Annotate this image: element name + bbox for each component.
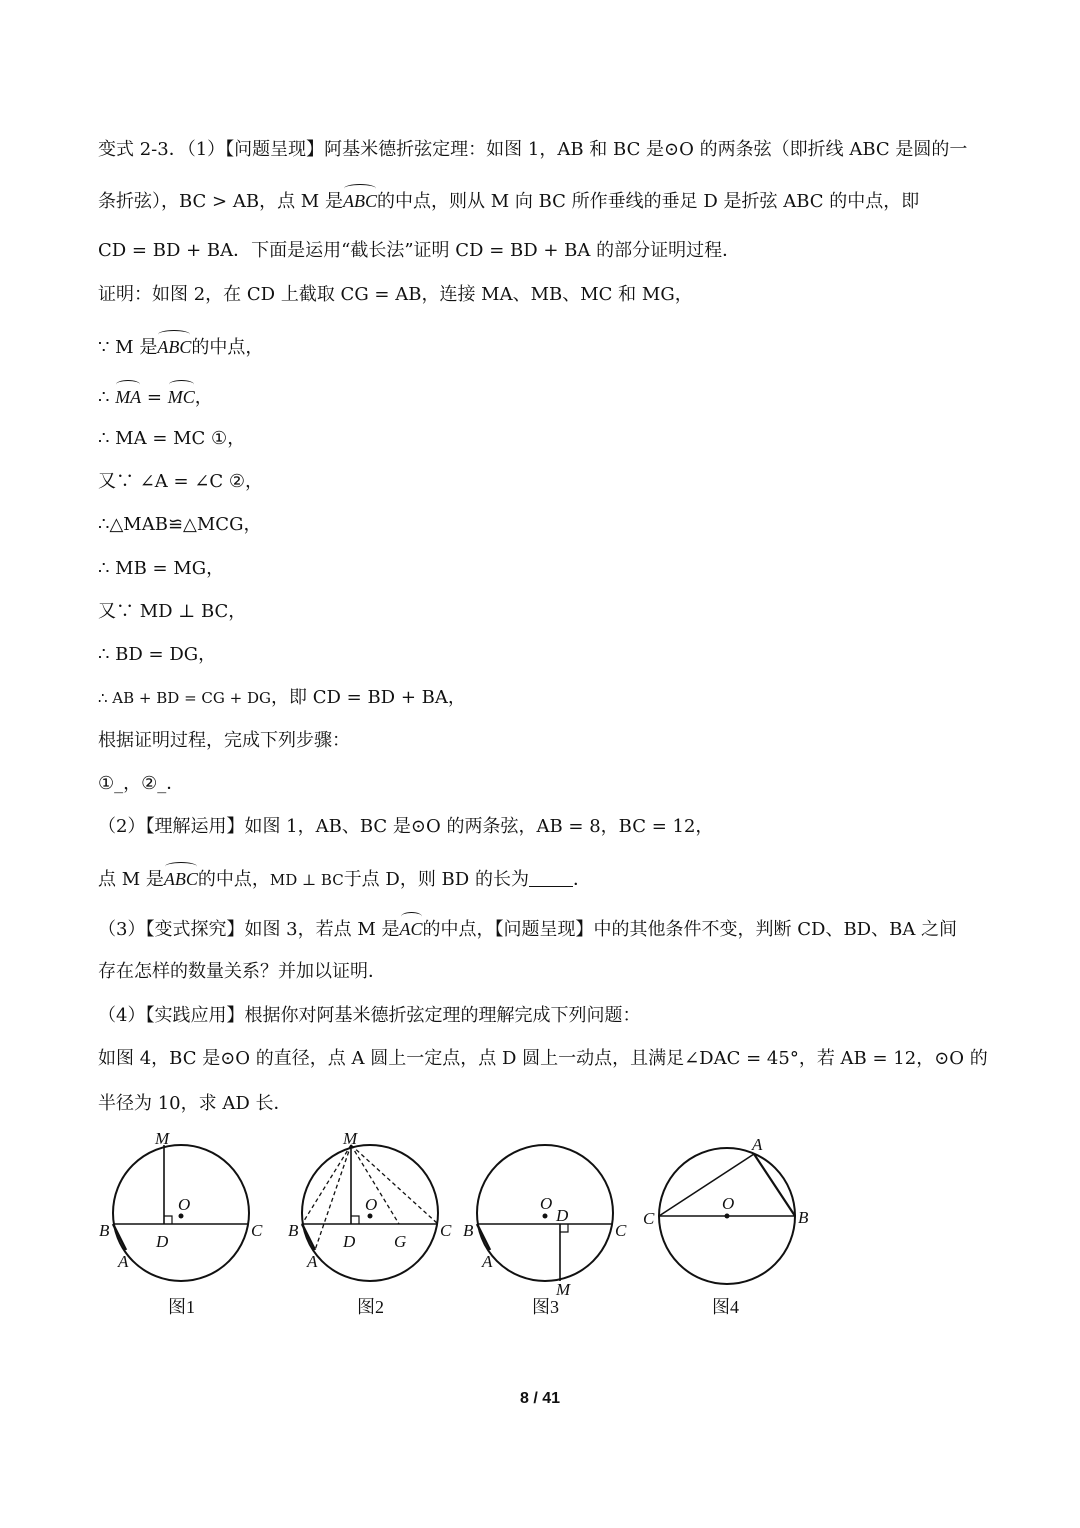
arc-abc: ABC: [157, 337, 192, 357]
text: ∴ AB + BD = CG + DG: [98, 689, 271, 707]
page-number: 8 / 41: [519, 1390, 561, 1407]
part-3-line-1: [98, 917, 957, 942]
text: =: [141, 387, 168, 408]
label-o: O: [722, 1194, 735, 1213]
label-d: D: [556, 1206, 569, 1225]
label-m: M: [556, 1280, 571, 1295]
text: （3）【变式探究】如图 3，若点 M 是: [98, 919, 400, 940]
text: ∴: [98, 387, 116, 408]
text: ∵ M 是: [98, 337, 158, 358]
figure-4-caption: 图4: [712, 1297, 739, 1317]
text: ，即 CD = BD + BA，: [271, 687, 466, 708]
proof-line-8: 又∵ ∠A = ∠C ②，: [98, 471, 264, 492]
text: 条折弦），BC > AB，点 M 是: [98, 191, 343, 212]
label-m: M: [155, 1130, 170, 1148]
arc-ac: AC: [399, 919, 423, 939]
figure-3-diagram: [462, 1130, 642, 1295]
proof-line-13: [98, 686, 466, 710]
proof-line-12: ∴ BD = DG，: [98, 644, 217, 665]
label-a: A: [118, 1252, 129, 1271]
figure-2: [287, 1130, 467, 1317]
label-o: O: [540, 1194, 553, 1213]
label-b: B: [463, 1221, 474, 1240]
label-a: A: [482, 1252, 493, 1271]
figure-1-caption: 图1: [168, 1297, 195, 1317]
label-o: O: [178, 1195, 191, 1214]
label-o: O: [365, 1195, 378, 1214]
label-c: C: [615, 1221, 627, 1240]
proof-line-11: 又∵ MD ⊥ BC，: [98, 601, 247, 622]
arc-abc: ABC: [163, 869, 198, 889]
figure-3-caption: 图3: [532, 1297, 559, 1317]
answer-blank: [529, 868, 573, 887]
figure-2-caption: 图2: [357, 1297, 384, 1317]
text: 的中点，: [197, 869, 270, 890]
label-c: C: [251, 1221, 263, 1240]
text: ．: [572, 869, 591, 890]
steps-instruction: 根据证明过程，完成下列步骤：: [98, 730, 350, 751]
arc-abc: ABC: [342, 191, 377, 211]
problem-line-3: CD = BD + BA．下面是运用“截长法”证明 CD = BD + BA 的部分证明过程．: [98, 240, 741, 261]
label-m: M: [343, 1130, 358, 1148]
part-2-line-2: [98, 867, 591, 892]
proof-start: 证明：如图 2，在 CD 上截取 CG = AB，连接 MA、MB、MC 和 MG，: [98, 284, 693, 305]
figure-1-diagram: [98, 1130, 278, 1295]
text: MD ⊥ BC: [269, 871, 344, 889]
figure-2-diagram: [287, 1130, 467, 1295]
text: 的中点，则从 M 向 BC 所作垂线的垂足 D 是折弦 ABC 的中点，即: [376, 191, 920, 212]
text: 点 M 是: [98, 869, 164, 890]
text: 的中点，: [191, 337, 264, 358]
figure-3: [462, 1130, 642, 1317]
label-b: B: [99, 1221, 110, 1240]
part-3-line-2: 存在怎样的数量关系？并加以证明．: [98, 961, 386, 982]
proof-line-7: ∴ MA = MC ①，: [98, 428, 246, 449]
label-c: C: [440, 1221, 452, 1240]
proof-line-6: [98, 385, 213, 410]
figure-4-diagram: [640, 1130, 820, 1295]
label-a: A: [307, 1252, 318, 1271]
part-4-line-3: 半径为 10，求 AD 长．: [98, 1093, 292, 1114]
part-4-line-2: 如图 4，BC 是⊙O 的直径，点 A 圆上一定点，点 D 圆上一动点，且满足∠DAC = 45°，若 AB = 12，⊙O 的: [98, 1048, 988, 1069]
arc-mc: MC: [167, 387, 195, 407]
label-c: C: [643, 1209, 655, 1228]
proof-line-5: [98, 335, 263, 360]
arc-ma: MA: [115, 387, 142, 407]
proof-line-10: ∴ MB = MG，: [98, 558, 225, 579]
label-a: A: [752, 1135, 763, 1154]
label-d: D: [343, 1232, 356, 1251]
label-d: D: [156, 1232, 169, 1251]
text: 于点 D，则 BD 的长为: [343, 869, 529, 890]
problem-line-2: [98, 189, 919, 214]
text: 的中点，【问题呈现】中的其他条件不变，判断 CD、BD、BA 之间: [422, 919, 958, 940]
text: ，: [194, 387, 213, 408]
part-2-line-1: （2）【理解运用】如图 1，AB、BC 是⊙O 的两条弦，AB = 8，BC = 12，: [98, 816, 714, 837]
label-b: B: [288, 1221, 299, 1240]
figure-4: [640, 1130, 820, 1317]
label-g: G: [394, 1232, 407, 1251]
problem-intro-line: 变式 2-3．（1）【问题呈现】阿基米德折弦定理：如图 1，AB 和 BC 是⊙O 的两条弦（即折线 ABC 是圆的一: [98, 139, 968, 160]
figure-1: [98, 1130, 278, 1317]
proof-line-9: ∴△MAB≌△MCG，: [98, 514, 262, 535]
label-b: B: [798, 1208, 809, 1227]
part-4-line-1: （4）【实践应用】根据你对阿基米德折弦定理的理解完成下列问题：: [98, 1005, 641, 1026]
steps-answer-line: ①_，②_．: [98, 773, 185, 794]
